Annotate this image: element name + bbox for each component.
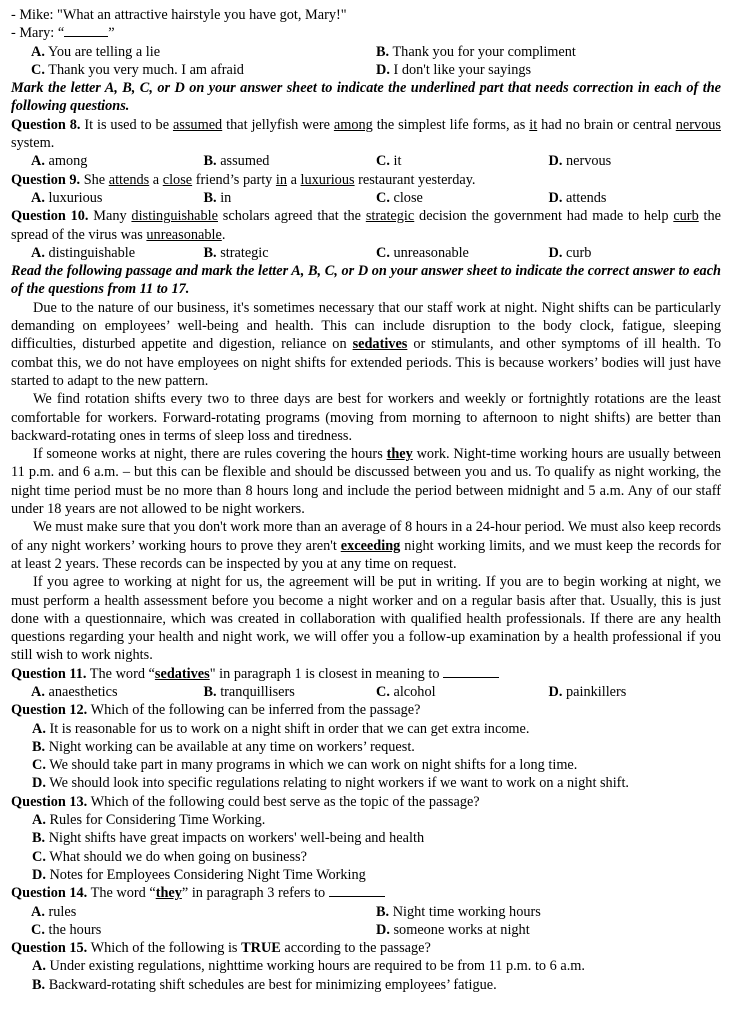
answer-blank [329,884,385,897]
option-c: C. What should we do when going on business? [32,848,307,865]
question-11-options [11,683,721,701]
option-c: C. We should take part in many programs in which we can work on night shifts for a long time. [32,757,578,774]
option-b: B. tranquillisers [203,683,295,700]
option-d: D. painkillers [548,683,627,700]
option-c: C. the hours [31,921,102,938]
option-a: A. among [31,153,88,170]
question-14-options-row2 [11,921,721,939]
answer-blank [64,24,108,37]
option-d: D. Notes for Employees Considering Night Time Working [32,866,366,883]
option-a: A. You are telling a lie [31,43,161,60]
dialogue-options-row1 [11,43,721,61]
option-c: C. Thank you very much. I am afraid [31,61,244,78]
section-instruction-reading: Read the following passage and mark the letter A, B, C, or D on your answer sheet to indicate the correct answer to each of the questions from 11 to 17. [11,263,721,298]
option-b: B. Night working can be available at any time on workers’ request. [32,738,415,755]
answer-blank [443,665,499,678]
passage-paragraph-2: We find rotation shifts every two to three days are best for workers and weekly or fortnightly rotations are the least comfortable for workers. Forward-rotating programs (moving from morning to afternoon to night shifts) are better than backward-rotating ones in terms of sleep loss and tiredness. [11,391,721,444]
option-d: D. We should look into specific regulations relating to night workers if we want to work on a night shift. [32,775,629,792]
option-b: B. Thank you for your compliment [376,43,576,60]
dialogue-mary: - Mary: “ ” [11,25,115,42]
option-d: D. curb [548,244,592,261]
question-10-options [11,244,721,262]
option-d: D. I don't like your sayings [376,61,532,78]
option-a: A. distinguishable [31,244,136,261]
option-a: A. It is reasonable for us to work on a night shift in order that we can get extra income. [32,720,530,737]
question-15: Question 15. Which of the following is TRUE according to the passage? [11,940,431,957]
question-9: Question 9. She attends a close friend’s party in a luxurious restaurant yesterday. [11,171,476,188]
question-9-options [11,189,721,207]
question-10: Question 10. Many distinguishable scholars agreed that the strategic decision the government had made to help curb the spread of the virus was unreasonable. [11,208,721,243]
dialogue-options-row2 [11,61,721,79]
option-b: B. Backward-rotating shift schedules are best for minimizing employees’ fatigue. [32,976,497,993]
option-c: C. alcohol [376,683,436,700]
question-8-options [11,152,721,170]
option-a: A. luxurious [31,189,103,206]
passage-paragraph-5: If you agree to working at night for us, the agreement will be put in writing. If you are to begin working at night, we must perform a health assessment before you become a night worker and on a regular basis after that. Usually, this is just done with a questionnaire, which was created in collaboration with qualified health professionals. If there are any health questions regarding your health and night work, we will offer you a follow-up examination by a health professional if you still wish to work nights. [11,574,721,664]
option-a: A. Rules for Considering Time Working. [32,812,266,829]
option-b: B. assumed [203,153,270,170]
option-c: C. unreasonable [376,244,469,261]
option-d: D. attends [548,189,607,206]
option-a: A. anaesthetics [31,683,118,700]
question-12: Question 12. Which of the following can be inferred from the passage? [11,702,421,719]
option-c: C. close [376,189,423,206]
option-c: C. it [376,153,402,170]
question-14: Question 14. The word “they” in paragraph 3 refers to [11,884,721,902]
option-b: B. Night time working hours [376,903,541,920]
question-13: Question 13. Which of the following could best serve as the topic of the passage? [11,793,480,810]
option-a: A. rules [31,903,77,920]
question-11: Question 11. The word “sedatives" in paragraph 1 is closest in meaning to [11,665,721,683]
option-b: B. strategic [203,244,269,261]
passage-paragraph-1: Due to the nature of our business, it's sometimes necessary that our staff work at night. Night shifts can be particularly demanding on employees’ well-being and health. This can include disruption to the body clock, fatigue, sleeping difficulties, disturbed appetite and digestion, reliance on sedatives or stimulants, and other symptoms of ill health. To combat this, we do not have employees on night shifts for extended periods. This is because workers’ bodies will just have started to adapt to the new pattern. [11,299,721,389]
option-b: B. Night shifts have great impacts on workers' well-being and health [32,830,425,847]
dialogue-mike: - Mike: "What an attractive hairstyle you have got, Mary!" [11,7,347,23]
passage-paragraph-3: If someone works at night, there are rules covering the hours they work. Night-time working hours are usually between 11 p.m. and 6 a.m. – but this can be flexible and should be discussed between you and us. To qualify as night working, the night time period must be no more than 8 hours long and include the period between midnight and 5 a.m. Any of our staff under 18 years are not allowed to be night workers. [11,446,721,518]
option-d: D. someone works at night [376,921,530,938]
question-14-options-row1 [11,903,721,921]
question-8: Question 8. It is used to be assumed that jellyfish were among the simplest life forms, as it had no brain or central nervous system. [11,116,721,152]
option-a: A. Under existing regulations, nighttime working hours are required to be from 11 p.m. to 6 a.m. [32,958,585,975]
passage-paragraph-4: We must make sure that you don't work more than an average of 8 hours in a 24-hour period. We must also keep records of any night workers’ working hours to prove they aren't exceeding night working limits, and we must keep the records for at least 2 years. These records can be inspected by you at any time on request. [11,519,722,572]
option-b: B. in [203,189,232,206]
section-instruction-error: Mark the letter A, B, C, or D on your answer sheet to indicate the underlined part that needs correction in each of the following questions. [11,80,721,115]
option-d: D. nervous [548,153,612,170]
